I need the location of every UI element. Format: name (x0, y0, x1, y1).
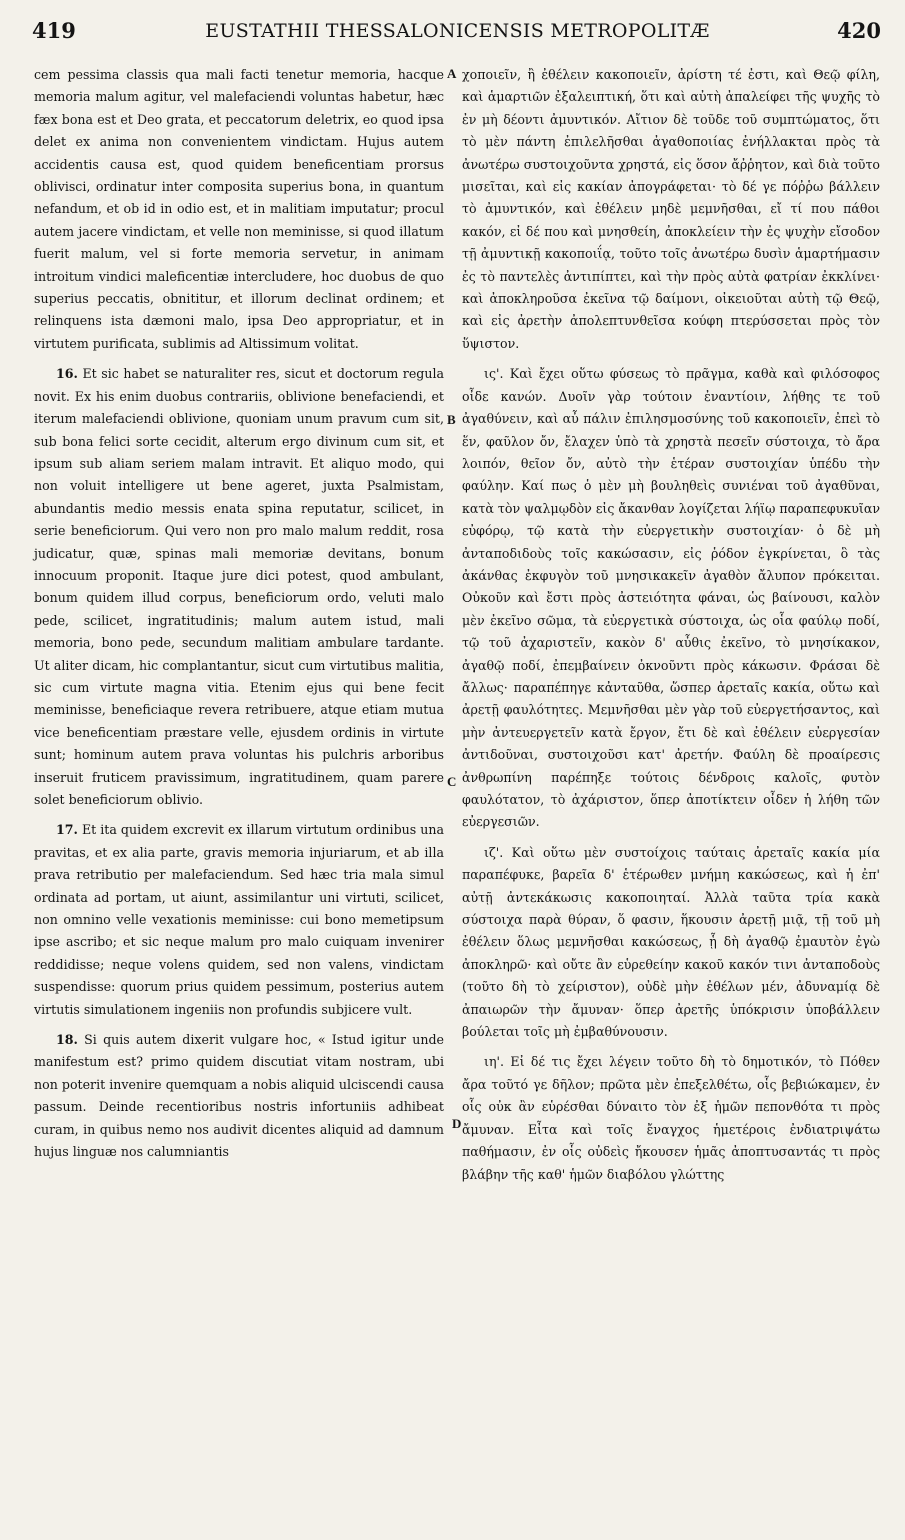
latin-column (34, 64, 444, 1164)
greek-section-text: Καὶ οὕτω μὲν συστοίχοις ταύταις ἀρεταῖς κακία μία παραπέφυκε, βαρεῖα δ' ἑτέρωθεν μνήμη κακώσεως, καὶ ἡ ἐπ' αὐτῇ ἀντεκάκωσις κακοποιηταί. Ἀλλὰ ταῦτα τρία κακὰ σύστοιχα παρὰ θύραν, ὅ φασιν, ἥκουσιν ἀρετῇ μιᾷ, τῇ τοῦ μὴ ἐθέλειν ὅλως μεμνῆσθαι κακώσεως, ᾗ δὴ ἀγαθῷ ἐμαυτὸν ἐγὼ ἀποκληρῶ· καὶ οὔτε ἂν εὑρεθείην κακοῦ κακόν τινι ἀνταποδοὺς (τοῦτο δὴ τὸ χείριστον), οὐδὲ μὴν ἐθέλων μέν, ἀδυναμίᾳ δὲ ἀπαιωρῶν τὴν ἄμυναν· ὅπερ ἀρετῆς ὑπόκρισιν ὑποβάλλειν βούλεται τοῖς μὴ ἐμβαθύνουσιν. (462, 844, 880, 1040)
greek-section-number: ις'. (484, 366, 504, 382)
latin-section-17 (34, 819, 444, 1021)
latin-section-text: Et ita quidem excrevit ex illarum virtutum ordinibus una pravitas, et ex alia parte, gravis memoria injuriarum, et ab illa prava retributio per malefaciendum. Sed hæc tria mala simul ordinata ad portam, ut aiunt, assimilantur uni virtuti, scilicet, non omnino velle vexationis meminisse: cui bono memetipsum ipse ascribo; et sic neque malum pro malo cuiquam invenirer reddidisse; neque volens quidem, sed non valens, vindictam suspendisse: quorum prius quidem pessimum, posterius autem virtutis simulationem ingeniis non profundis subjicere vult. (34, 822, 444, 1017)
greek-section-18 (462, 1051, 880, 1185)
latin-section-text: Et sic habet se naturaliter res, sicut et doctorum regula novit. Ex his enim duobus contrariis, oblivione benefaciendi, et iterum malefaciendi oblivione, quoniam unum pravum cum sit, sub bona felici sorte cecidit, alterum ergo divinum cum sit, et ipsum sub aliam seriem malam intravit. Et aliquo modo, qui non voluit intelligere ut bene ageret, juxta Psalmistam, abundantis medio messis enata spina reputatur, scilicet, in serie beneficiorum. Qui vero non pro malo malum reddit, rosa judicatur, quæ, spinas mali memoriæ devitans, bonum innocuum proponit. Itaque jure dici potest, quod ambulant, bonum quidem illud corpus, beneficiorum ordo, veluti malo pede, scilicet, ingratitudinis; malum autem istud, mali memoria, bono pede, secundum malitiam ambulare tardante. Ut aliter dicam, hic complantantur, sicut cum virtutibus malitia, sic cum virtute magna vitia. Etenim ejus qui bene fecit meminisse, beneficiaque revera retribuere, atque etiam mutua vice beneficentiam præstare velle, ejusdem ordinis in virtute sunt; hominum autem prava voluntas his pulchris arboribus inseruit fruticem pravissimum, ingratitudinem, quam parere solet beneficiorum oblivio. (34, 366, 444, 807)
latin-section-number: 17. (56, 822, 78, 838)
margin-letter-b: B (447, 412, 456, 427)
latin-section-16 (34, 363, 444, 811)
greek-section-number: ιζ'. (484, 844, 504, 860)
greek-section-text: Καὶ ἔχει οὕτω φύσεως τὸ πρᾶγμα, καθὰ καὶ φιλόσοφος οἶδε κανών. Δυοῖν γὰρ τούτοιν ἐναντίοιν, λήθης τε τοῦ ἀγαθύνειν, καὶ αὖ πάλιν ἐπιλησμοσύνης τοῦ κακοποιεῖν, ἐπεὶ τὸ ἕν, φαῦλον ὄν, ἔλαχεν ὑπὸ τὰ χρηστὰ πεσεῖν σύστοιχα, τὸ ἄρα λοιπόν, θεῖον ὄν, αὐτὸ τὴν ἑτέραν συστοιχίαν ὑπέδυ τὴν φαύλην. Καί πως ὁ μὲν μὴ βουληθεὶς συνιέναι τοῦ ἀγαθῦναι, κατὰ τὸν ψαλμῳδὸν εἰς ἄκανθαν λογίζεται λήϊῳ παραπεφυκυῖαν εὐφόρῳ, τῷ κατὰ τὴν εὐεργετικὴν συστοιχίαν· ὁ δὲ μὴ ἀνταποδιδοὺς τοῖς κακώσασιν, εἰς ῥόδον ἐγκρίνεται, ὃ τὰς ἀκάνθας ἐκφυγὸν τοῦ μνησικακεῖν ἀγαθὸν ἄλυπον πρόκειται. Οὐκοῦν καὶ ἔστι πρὸς ἀστειότητα φάναι, ὡς βαίνουσι, καλὸν μὲν ἐκεῖνο σῶμα, τὰ εὐεργετικὰ σύστοιχα, ὡς οἷα φαύλῳ ποδί, τῷ τοῦ ἀχαριστεῖν, κακὸν δ' αὖθις ἐκεῖνο, τὸ μνησίκακον, ἀγαθῷ ποδί, ἐπεμβαίνειν ὀκνοῦντι πρὸς κάκωσιν. Φράσαι δὲ ἄλλως· παραπέπηγε κἀνταῦθα, ὥσπερ ἀρεταῖς κακία, οὕτω καὶ ἀρετῇ φαυλότητες. Μεμνῆσθαι μὲν γὰρ τοῦ εὐεργετήσαντος, καὶ μὴν ἀντευεργετεῖν κατὰ ἔργον, ἔτι δὲ καὶ ἐθέλειν εὐεργεσίαν ἀντιδοῦναι, συστοιχοῦσι κατ' ἀρετήν. Φαύλη δὲ προαίρεσις ἀνθρωπίνη παρέπηξε τούτοις δένδροις καλοῖς, φυτὸν φαυλότατον, τὸ ἀχάριστον, ὅπερ ἀποτίκτειν οἶδεν ἡ λήθη τῶν εὐεργεσιῶν. (462, 366, 880, 830)
left-page-number: 419 (32, 18, 76, 43)
latin-section-number: 16. (56, 366, 78, 382)
margin-letter-d: D (452, 1116, 462, 1131)
latin-section-text: Si quis autem dixerit vulgare hoc, « Istud igitur unde manifestum est? primo quidem discutiat vitam nostram, ubi non poterit invenire quemquam a nobis aliquid ulciscendi causa passum. Deinde recentioribus nostris infortuniis adhibeat curam, in quibus nemo nos audivit dicentes aliquid ad damnum hujus linguæ nos calumniantis (34, 1032, 444, 1160)
greek-column (462, 64, 880, 1186)
greek-section-text: Εἰ δέ τις ἔχει λέγειν τοῦτο δὴ τὸ δημοτικόν, τὸ Πόθεν ἄρα τοῦτό γε δῆλον; πρῶτα μὲν ἐπεξελθέτω, οἷς βεβιώκαμεν, ἐν οἷς οὐκ ἂν εὑρέσθαι δύναιτο τὸν ἐξ ἡμῶν πεπονθότα τι πρὸς ἄμυναν. Εἶτα καὶ τοῖς ἔναγχος ἡμετέροις ἐνδιατριψάτω παθήμασιν, ἐν οἷς οὐδεὶς ἤκουσεν ἡμᾶς ἀποπτυσαντάς τι πρὸς βλάβην τῆς καθ' ἡμῶν διαβόλου γλώττης (462, 1054, 880, 1182)
running-title: EUSTATHII THESSALONICENSIS METROPOLITÆ (205, 20, 710, 42)
latin-section-18 (34, 1029, 444, 1163)
margin-letter-a: A (447, 66, 457, 81)
latin-section-number: 18. (56, 1032, 78, 1048)
right-page-number: 420 (837, 18, 881, 43)
greek-section-17 (462, 842, 880, 1044)
greek-paragraph-continued: χοποιεῖν, ἢ ἐθέλειν κακοποιεῖν, ἀρίστη τέ ἐστι, καὶ Θεῷ φίλη, καὶ ἁμαρτιῶν ἐξαλειπτική, ὅτι καὶ αὐτὴ ἀπαλείφει τῆς ψυχῆς τὸ ἐν μὴ δέοντι ἀμυντικόν. Αἴτιον δὲ τοῦδε τοῦ συμπτώματος, ὅτι τὸ μὲν πάντη ἐπιλελῆσθαι ἀγαθοποιίας ἐνήλλακται πρὸς τὰ ἀνωτέρω συστοιχοῦντα χρηστά, εἰς ὅσον ἄῤῥητον, καὶ διὰ τοῦτο μισεῖται, καὶ εἰς κακίαν ἀπογράφεται· τὸ δέ γε πόῤῥω βάλλειν τὸ ἀμυντικόν, καὶ ἐθέλειν μηδὲ μεμνῆσθαι, εἴ τί που πάθοι κακόν, εἰ δέ που καὶ μνησθείη, ἀποκλείειν τὴν ἐς ψυχὴν εἴσοδον τῇ ἀμυντικῇ κακοποιΐᾳ, τοῦτο τοῖς ἀνωτέρω δυσὶν ἁμαρτήμασιν ἐς τὸ παντελὲς ἀντιπίπτει, καὶ τὴν πρὸς αὐτὰ φατρίαν ἐκκλίνει· καὶ ἀποκληροῦσα ἐκεῖνα τῷ δαίμονι, οἰκειοῦται αὐτὴ τῷ Θεῷ, καὶ εἰς ἀρετὴν ἀπολεπτυνθεῖσα κούφη πτερύσσεται πρὸς τὸν ὕψιστον. (462, 67, 880, 351)
running-header (30, 18, 885, 52)
greek-section-number: ιη'. (484, 1054, 504, 1070)
greek-section-16 (462, 363, 880, 834)
margin-letter-c: C (447, 774, 457, 789)
latin-paragraph-continued: cem pessima classis qua mali facti tenetur memoria, hacque memoria malum agitur, vel malefaciendi voluntas habetur, hæc fæx bona est et Deo grata, et peccatorum deletrix, eo quod ipsa delet ex anima non convenientem vindictam. Hujus autem accidentis causa est, quod quidem beneficentiam prorsus oblivisci, ordinatur inter composita superius bona, in quantum nefandum, et ob id in odio est, et in malitiam imputatur; procul autem jacere vindictam, et velle non meminisse, si quod illatum fuerit malum, vel si forte memoria servetur, in animam introitum vindici maleficentiæ intercludere, hoc duobus de quo superius peccatis, obnititur, et illorum declinat ordinem; et relinquens ista dæmoni malo, ipsa Deo appropriatur, et in virtutem purificata, sublimis ad Altissimum volitat. (34, 67, 444, 351)
